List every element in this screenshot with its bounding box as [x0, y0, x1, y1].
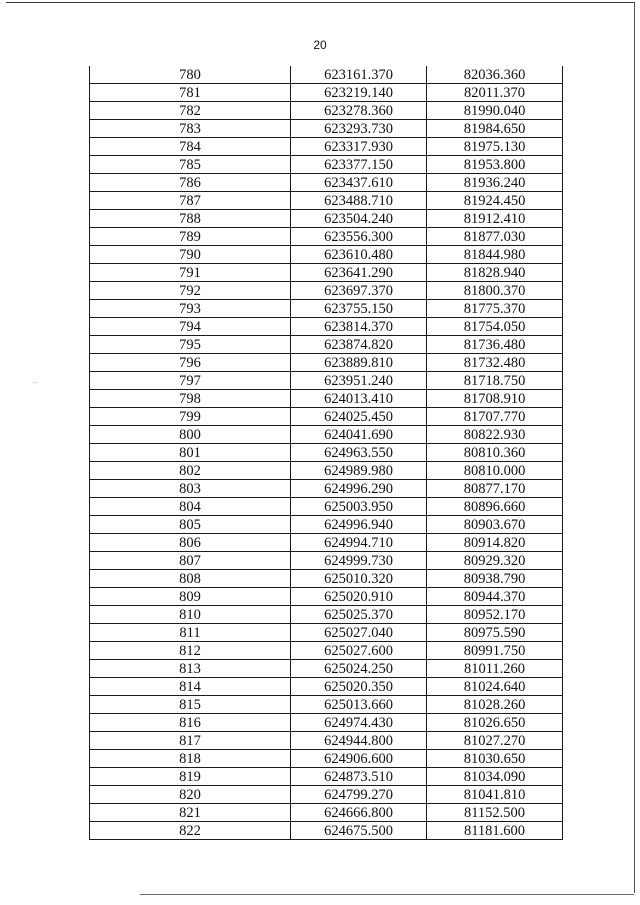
- point-number-cell: 816: [90, 714, 291, 732]
- x-coordinate-cell: 625020.350: [291, 678, 427, 696]
- y-coordinate-cell: 80810.000: [427, 462, 563, 480]
- y-coordinate-cell: 81984.650: [427, 120, 563, 138]
- y-coordinate-cell: 80822.930: [427, 426, 563, 444]
- point-number-cell: 798: [90, 390, 291, 408]
- y-coordinate-cell: 80914.820: [427, 534, 563, 552]
- x-coordinate-cell: 624963.550: [291, 444, 427, 462]
- x-coordinate-cell: 623437.610: [291, 174, 427, 192]
- table-row: [90, 408, 563, 426]
- table-row: [90, 552, 563, 570]
- point-number-cell: 782: [90, 102, 291, 120]
- y-coordinate-cell: 82036.360: [427, 66, 563, 84]
- x-coordinate-cell: 623219.140: [291, 84, 427, 102]
- y-coordinate-cell: 81828.940: [427, 264, 563, 282]
- table-row: [90, 336, 563, 354]
- x-coordinate-cell: 625025.370: [291, 606, 427, 624]
- y-coordinate-cell: 81181.600: [427, 822, 563, 840]
- point-number-cell: 792: [90, 282, 291, 300]
- table-row: [90, 390, 563, 408]
- table-row: [90, 102, 563, 120]
- x-coordinate-cell: 624675.500: [291, 822, 427, 840]
- y-coordinate-cell: 80896.660: [427, 498, 563, 516]
- table-row: [90, 192, 563, 210]
- point-number-cell: 811: [90, 624, 291, 642]
- x-coordinate-cell: 624799.270: [291, 786, 427, 804]
- y-coordinate-cell: 81732.480: [427, 354, 563, 372]
- x-coordinate-cell: 623951.240: [291, 372, 427, 390]
- x-coordinate-cell: 623504.240: [291, 210, 427, 228]
- table-row: [90, 84, 563, 102]
- y-coordinate-cell: 81775.370: [427, 300, 563, 318]
- x-coordinate-cell: 623697.370: [291, 282, 427, 300]
- y-coordinate-cell: 81718.750: [427, 372, 563, 390]
- x-coordinate-cell: 624989.980: [291, 462, 427, 480]
- point-number-cell: 815: [90, 696, 291, 714]
- table-row: [90, 822, 563, 840]
- point-number-cell: 793: [90, 300, 291, 318]
- table-row: [90, 318, 563, 336]
- y-coordinate-cell: 80938.790: [427, 570, 563, 588]
- x-coordinate-cell: 625010.320: [291, 570, 427, 588]
- x-coordinate-cell: 623293.730: [291, 120, 427, 138]
- table-row: [90, 138, 563, 156]
- y-coordinate-cell: 81707.770: [427, 408, 563, 426]
- y-coordinate-cell: 81708.910: [427, 390, 563, 408]
- x-coordinate-cell: 623317.930: [291, 138, 427, 156]
- point-number-cell: 818: [90, 750, 291, 768]
- table-row: [90, 120, 563, 138]
- point-number-cell: 794: [90, 318, 291, 336]
- y-coordinate-cell: 80810.360: [427, 444, 563, 462]
- x-coordinate-cell: 624873.510: [291, 768, 427, 786]
- table-row: [90, 588, 563, 606]
- point-number-cell: 806: [90, 534, 291, 552]
- point-number-cell: 784: [90, 138, 291, 156]
- x-coordinate-cell: 623889.810: [291, 354, 427, 372]
- point-number-cell: 787: [90, 192, 291, 210]
- x-coordinate-cell: 624994.710: [291, 534, 427, 552]
- y-coordinate-cell: 81800.370: [427, 282, 563, 300]
- table-row: [90, 642, 563, 660]
- table-row: [90, 354, 563, 372]
- y-coordinate-cell: 81953.800: [427, 156, 563, 174]
- table-row: [90, 732, 563, 750]
- y-coordinate-cell: 81924.450: [427, 192, 563, 210]
- table-row: [90, 210, 563, 228]
- y-coordinate-cell: 80975.590: [427, 624, 563, 642]
- table-row: [90, 804, 563, 822]
- point-number-cell: 817: [90, 732, 291, 750]
- scan-edge-bottom: [140, 894, 634, 895]
- y-coordinate-cell: 80944.370: [427, 588, 563, 606]
- scan-edge-top: [6, 2, 634, 3]
- point-number-cell: 795: [90, 336, 291, 354]
- y-coordinate-cell: 81936.240: [427, 174, 563, 192]
- table-row: [90, 228, 563, 246]
- y-coordinate-cell: 81026.650: [427, 714, 563, 732]
- point-number-cell: 820: [90, 786, 291, 804]
- table-row: [90, 264, 563, 282]
- point-number-cell: 812: [90, 642, 291, 660]
- table-row: [90, 768, 563, 786]
- y-coordinate-cell: 81011.260: [427, 660, 563, 678]
- table-row: [90, 750, 563, 768]
- x-coordinate-cell: 623874.820: [291, 336, 427, 354]
- point-number-cell: 802: [90, 462, 291, 480]
- table-row: [90, 786, 563, 804]
- scan-edge-right: [634, 2, 635, 893]
- point-number-cell: 805: [90, 516, 291, 534]
- point-number-cell: 807: [90, 552, 291, 570]
- x-coordinate-cell: 625020.910: [291, 588, 427, 606]
- point-number-cell: 785: [90, 156, 291, 174]
- x-coordinate-cell: 624013.410: [291, 390, 427, 408]
- x-coordinate-cell: 625024.250: [291, 660, 427, 678]
- page-number: 20: [313, 38, 327, 52]
- point-number-cell: 813: [90, 660, 291, 678]
- point-number-cell: 801: [90, 444, 291, 462]
- point-number-cell: 786: [90, 174, 291, 192]
- y-coordinate-cell: 81030.650: [427, 750, 563, 768]
- table-row: [90, 498, 563, 516]
- x-coordinate-cell: 623488.710: [291, 192, 427, 210]
- table-row: [90, 282, 563, 300]
- x-coordinate-cell: 623755.150: [291, 300, 427, 318]
- table-row: [90, 156, 563, 174]
- table-row: [90, 444, 563, 462]
- y-coordinate-cell: 80991.750: [427, 642, 563, 660]
- table-row: [90, 606, 563, 624]
- table-row: [90, 570, 563, 588]
- point-number-cell: 796: [90, 354, 291, 372]
- table-row: [90, 660, 563, 678]
- x-coordinate-cell: 624974.430: [291, 714, 427, 732]
- table-row: [90, 480, 563, 498]
- point-number-cell: 821: [90, 804, 291, 822]
- table-row: [90, 516, 563, 534]
- y-coordinate-cell: 82011.370: [427, 84, 563, 102]
- y-coordinate-cell: 81912.410: [427, 210, 563, 228]
- x-coordinate-cell: 624996.290: [291, 480, 427, 498]
- x-coordinate-cell: 624906.600: [291, 750, 427, 768]
- x-coordinate-cell: 624041.690: [291, 426, 427, 444]
- x-coordinate-cell: 624999.730: [291, 552, 427, 570]
- y-coordinate-cell: 80877.170: [427, 480, 563, 498]
- x-coordinate-cell: 625027.600: [291, 642, 427, 660]
- table-row: [90, 246, 563, 264]
- x-coordinate-cell: 625003.950: [291, 498, 427, 516]
- table-row: [90, 372, 563, 390]
- point-number-cell: 804: [90, 498, 291, 516]
- point-number-cell: 789: [90, 228, 291, 246]
- x-coordinate-cell: 623377.150: [291, 156, 427, 174]
- y-coordinate-cell: 81024.640: [427, 678, 563, 696]
- table-row: [90, 66, 563, 84]
- point-number-cell: 800: [90, 426, 291, 444]
- point-number-cell: 790: [90, 246, 291, 264]
- y-coordinate-cell: 81844.980: [427, 246, 563, 264]
- table-row: [90, 174, 563, 192]
- y-coordinate-cell: 80952.170: [427, 606, 563, 624]
- point-number-cell: 780: [90, 66, 291, 84]
- x-coordinate-cell: 623814.370: [291, 318, 427, 336]
- table-row: [90, 696, 563, 714]
- x-coordinate-cell: 625027.040: [291, 624, 427, 642]
- point-number-cell: 788: [90, 210, 291, 228]
- x-coordinate-cell: 623610.480: [291, 246, 427, 264]
- x-coordinate-cell: 623161.370: [291, 66, 427, 84]
- y-coordinate-cell: 80903.670: [427, 516, 563, 534]
- point-number-cell: 808: [90, 570, 291, 588]
- point-number-cell: 822: [90, 822, 291, 840]
- point-number-cell: 814: [90, 678, 291, 696]
- y-coordinate-cell: 81028.260: [427, 696, 563, 714]
- point-number-cell: 810: [90, 606, 291, 624]
- table-row: [90, 534, 563, 552]
- x-coordinate-cell: 623278.360: [291, 102, 427, 120]
- stray-mark: ·: [34, 378, 37, 387]
- point-number-cell: 819: [90, 768, 291, 786]
- y-coordinate-cell: 81990.040: [427, 102, 563, 120]
- table-row: [90, 300, 563, 318]
- point-number-cell: 791: [90, 264, 291, 282]
- point-number-cell: 803: [90, 480, 291, 498]
- table-row: [90, 426, 563, 444]
- table-row: [90, 624, 563, 642]
- table-row: [90, 714, 563, 732]
- x-coordinate-cell: 623556.300: [291, 228, 427, 246]
- x-coordinate-cell: 624025.450: [291, 408, 427, 426]
- x-coordinate-cell: 624944.800: [291, 732, 427, 750]
- x-coordinate-cell: 624996.940: [291, 516, 427, 534]
- y-coordinate-cell: 81754.050: [427, 318, 563, 336]
- point-number-cell: 809: [90, 588, 291, 606]
- y-coordinate-cell: 81041.810: [427, 786, 563, 804]
- y-coordinate-cell: 81027.270: [427, 732, 563, 750]
- y-coordinate-cell: 81736.480: [427, 336, 563, 354]
- y-coordinate-cell: 81152.500: [427, 804, 563, 822]
- y-coordinate-cell: 81034.090: [427, 768, 563, 786]
- x-coordinate-cell: 623641.290: [291, 264, 427, 282]
- y-coordinate-cell: 80929.320: [427, 552, 563, 570]
- coordinates-table: [89, 66, 563, 840]
- point-number-cell: 797: [90, 372, 291, 390]
- y-coordinate-cell: 81877.030: [427, 228, 563, 246]
- x-coordinate-cell: 625013.660: [291, 696, 427, 714]
- table-row: [90, 462, 563, 480]
- x-coordinate-cell: 624666.800: [291, 804, 427, 822]
- y-coordinate-cell: 81975.130: [427, 138, 563, 156]
- point-number-cell: 799: [90, 408, 291, 426]
- point-number-cell: 783: [90, 120, 291, 138]
- coordinates-table-body: [90, 66, 563, 840]
- table-row: [90, 678, 563, 696]
- point-number-cell: 781: [90, 84, 291, 102]
